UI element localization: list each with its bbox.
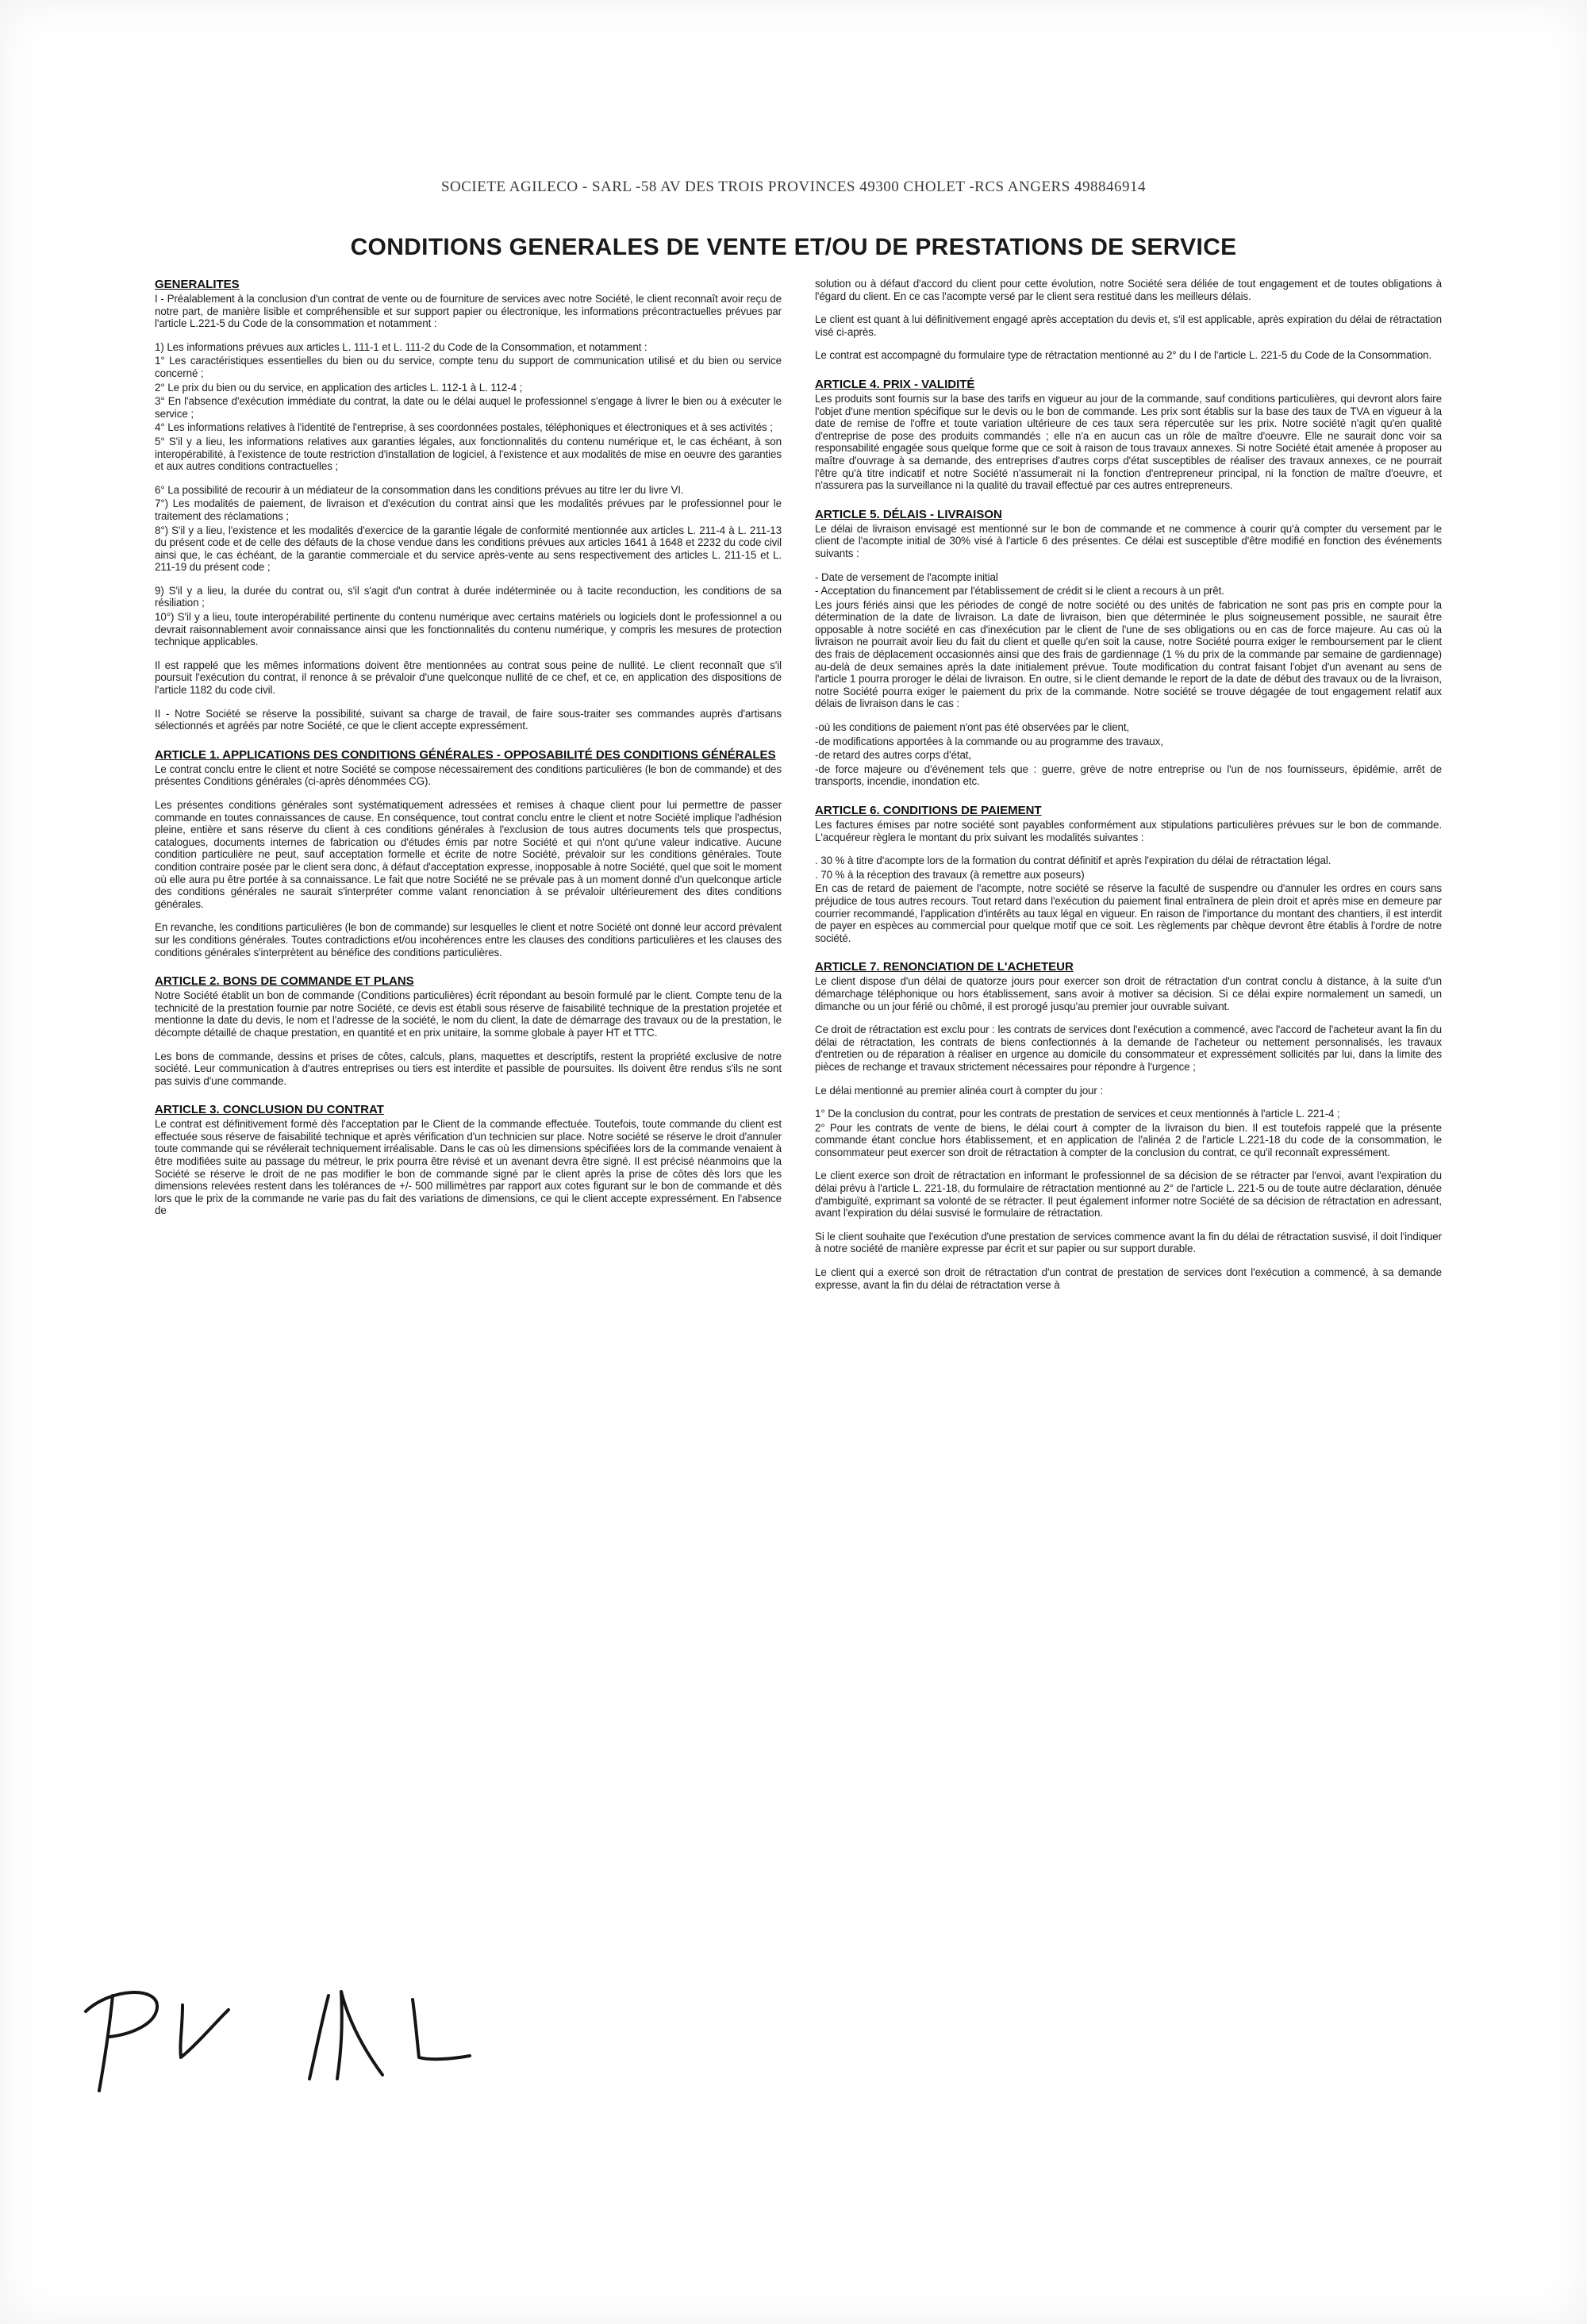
paragraph: Le délai de livraison envisagé est mentionné sur le bon de commande et ne commence à courir qu'à compter du versement par le client de l'acompte initial de 30% visé à l'article 6 des présentes. Ce délai est susceptible d'être modifié en fonction des événements suivants : xyxy=(815,522,1442,559)
text-columns xyxy=(155,278,1442,1928)
section-heading: GENERALITES xyxy=(155,278,240,291)
paragraph: 4° Les informations relatives à l'identité de l'entreprise, à ses coordonnées postales, téléphoniques et électroniques et à ses activités ; xyxy=(155,421,773,434)
paragraph: II - Notre Société se réserve la possibilité, suivant sa charge de travail, de faire sous-traiter ses commandes auprès d'artisans sélectionnés et agréés par notre Société, ce que le client accepte expressément. xyxy=(155,707,782,732)
paragraph: Il est rappelé que les mêmes informations doivent être mentionnées au contrat sous peine de nullité. Le client reconnaît que s'il poursuit l'exécution du contrat, il renonce à se prévaloir d'une quelconque nullité de ce chef, et ce, en application des dispositions de l'article 1182 du code civil. xyxy=(155,659,782,697)
paragraph: 2° Pour les contrats de vente de biens, le délai court à compter de la livraison du bien. Il est toutefois rappelé que la présente commande étant conclue hors établissement, et en application de l'alinéa 2 de l'article L.221-18 du code de la consommation, le consommateur peut exercer son droit de rétractation à compter de la conclusion du contrat, ce qu'il reconnaît expressément. xyxy=(815,1121,1442,1158)
paragraph: - Date de versement de l'acompte initial xyxy=(815,570,998,583)
paragraph: Le client est quant à lui définitivement engagé après acceptation du devis et, s'il est applicable, après expiration du délai de rétractation visé ci-après. xyxy=(815,313,1442,338)
section-heading: ARTICLE 1. APPLICATIONS DES CONDITIONS GÉNÉRALES - OPPOSABILITÉ DES CONDITIONS GÉNÉRALES xyxy=(155,747,776,762)
section-heading: ARTICLE 7. RENONCIATION DE L'ACHETEUR xyxy=(815,960,1074,974)
paragraph: Le contrat est accompagné du formulaire type de rétractation mentionné au 2° du I de l'article L. 221-5 du Code de la Consommation. xyxy=(815,349,1432,362)
section-article-4-prix-validite xyxy=(815,378,1442,492)
company-header: SOCIETE AGILECO - SARL -58 AV DES TROIS PROVINCES 49300 CHOLET -RCS ANGERS 498846914 xyxy=(440,179,1147,195)
paragraph: 1° De la conclusion du contrat, pour les contrats de prestation de services et ceux mentionnés à l'article L. 221-4 ; xyxy=(815,1108,1340,1120)
paragraph: . 70 % à la réception des travaux (à remettre aux poseurs) xyxy=(815,868,1085,881)
section-article-1-applications-des-conditions-ge xyxy=(155,748,782,958)
paragraph: Ce droit de rétractation est exclu pour : les contrats de services dont l'exécution a commencé, avec l'accord de l'acheteur avant la fin du délai de rétractation, les contrats de biens confectionnés à la demande de l'acheteur ou nettement personnalisés, les travaux d'entretien ou de réparation à réaliser en urgence au domicile du consommateur et expressément sollicités par lui, dans la limite des pièces de rechange et travaux strictement nécessaires pour répondre à l'urgence ; xyxy=(815,1024,1442,1073)
paragraph: 10°) S'il y a lieu, toute interopérabilité pertinente du contenu numérique avec certains matériels ou logiciels dont le professionnel a ou devrait raisonnablement avoir connaissance ainsi que les fonctionnalités du contenu numérique, y compris les mesures de protection technique applicables. xyxy=(155,611,782,648)
section-article-2-bons-de-commande-et-plans xyxy=(155,974,782,1087)
section-article-5-delais-livraison xyxy=(815,508,1442,788)
paragraph: -de retard des autres corps d'état, xyxy=(815,749,972,762)
document-title: CONDITIONS GENERALES DE VENTE ET/OU DE PRESTATIONS DE SERVICE xyxy=(350,234,1237,260)
paragraph: Notre Société établit un bon de commande (Conditions particulières) écrit répondant au besoin formulé par le client. Compte tenu de la technicité de la prestation fournie par notre Société, ce devis est établi sous réserve de faisabilité technique de la prestation projetée et mentionne la date du devis, le nom et l'adresse de la société, le nom du client, la date de démarrage des travaux ou de la prestation, le décompte détaillé de chaque prestation, en quantité et en prix unitaire, la somme globale à payer HT et TTC. xyxy=(155,989,782,1039)
section-continued xyxy=(815,278,1442,362)
paragraph: I - Préalablement à la conclusion d'un contrat de vente ou de fourniture de services avec notre Société, le client reconnaît avoir reçu de notre part, de manière lisible et compréhensible et sur support papier ou électronique, les informations précontractuelles prévues par l'article L.221-5 du Code de la consommation et notamment : xyxy=(155,293,782,330)
section-heading: ARTICLE 3. CONCLUSION DU CONTRAT xyxy=(155,1103,384,1117)
paragraph: -de force majeure ou d'événement tels que : guerre, grève de notre entreprise ou l'un de nos fournisseurs, épidémie, arrêt de transports, incendie, inondation etc. xyxy=(815,763,1442,788)
paragraph: Le délai mentionné au premier alinéa court à compter du jour : xyxy=(815,1084,1103,1097)
paragraph: 7°) Les modalités de paiement, de livraison et d'exécution du contrat ainsi que les modalités prévues par le professionnel pour le traitement des réclamations ; xyxy=(155,497,782,522)
paragraph: Les jours fériés ainsi que les périodes de congé de notre société ou des unités de fabrication ne sont pas pris en compte pour la détermination de la date de livraison. La date de livraison, bien que déterminée le plus soigneusement possible, ne saurait être opposable à notre société en cas d'inexécution par le client de l'une de ses obligations ou en cas de force majeure. Au cas où la livraison ne pourrait avoir lieu du fait du client et quelle qu'en soit la cause, notre Société pourra exiger le remboursement par le client des frais de déplacement occasionnés ainsi que des frais de gardiennage (1 % du prix de la commande par semaine de gardiennage) au-delà de deux semaines après la date initialement prévue. Toute modification du contrat faisant l'objet d'un avenant au sens de l'article 1 pourra proroger le délai de livraison. En outre, si le client demande le report de la date de début des travaux ou de la livraison, notre Société pourra exiger le paiement du prix de la commande. Notre société se trouve dégagée de tout engagement relatif aux délais de livraison dans le cas : xyxy=(815,598,1442,710)
paragraph: Les bons de commande, dessins et prises de côtes, calculs, plans, maquettes et descriptifs, restent la propriété exclusive de notre société. Leur communication à d'autres entreprises ou tiers est interdite et passible de poursuites. Ils doivent être rendus s'ils ne sont pas suivis d'une commande. xyxy=(155,1050,782,1087)
paragraph: En cas de retard de paiement de l'acompte, notre société se réserve la faculté de suspendre ou d'annuler les ordres en cours sans préjudice de tous autres recours. Tout retard dans l'exécution du paiement final entraînera de plein droit et après mise en demeure par courrier recommandé, l'application d'intérêts au taux légal en vigueur. En raison de l'importance du montant des chantiers, il est interdit de payer en espèces au commercial pour quelque motif que ce soit. Les règlements par chèque devront être établis à l'ordre de notre société. xyxy=(815,882,1442,944)
paragraph: 6° La possibilité de recourir à un médiateur de la consommation dans les conditions prévues au titre Ier du livre VI. xyxy=(155,483,684,496)
handwritten-initials xyxy=(63,1964,476,2107)
paragraph: 5° S'il y a lieu, les informations relatives aux garanties légales, aux fonctionnalités du contenu numérique et, le cas échéant, à son interopérabilité, à l'existence de toute restriction d'installation de logiciel, à l'existence et aux modalités de mise en oeuvre des garanties et aux autres conditions contractuelles ; xyxy=(155,435,782,473)
section-heading: ARTICLE 4. PRIX - VALIDITÉ xyxy=(815,377,975,391)
left-column xyxy=(155,278,782,1928)
paragraph: 1) Les informations prévues aux articles L. 111-1 et L. 111-2 du Code de la Consommation, et notamment : xyxy=(155,340,647,353)
paragraph: En revanche, les conditions particulières (le bon de commande) sur lesquelles le client et notre Société ont donné leur accord prévalent sur les conditions générales. Toutes contradictions et/ou incohérences entre les clauses des conditions particulières et les clauses des conditions générales s'interprètent au bénéfice des conditions particulières. xyxy=(155,921,782,958)
section-article-6-conditions-de-paiement xyxy=(815,804,1442,944)
paragraph: Le client qui a exercé son droit de rétractation d'un contrat de prestation de services dont l'exécution a commencé, à sa demande expresse, avant la fin du délai de rétractation verse à xyxy=(815,1266,1442,1291)
paragraph: Les factures émises par notre société sont payables conformément aux stipulations particulières prévues sur le bon de commande. L'acquéreur règlera le montant du prix suivant les modalités suivantes : xyxy=(815,819,1442,843)
paragraph: 9) S'il y a lieu, la durée du contrat ou, s'il s'agit d'un contrat à durée indéterminée ou à tacite reconduction, les conditions de sa résiliation ; xyxy=(155,584,782,609)
section-generalites xyxy=(155,278,782,732)
section-article-3-conclusion-du-contrat xyxy=(155,1103,782,1217)
paragraph: Les présentes conditions générales sont systématiquement adressées et remises à chaque client pour lui permettre de passer commande en toutes connaissances de cause. En conséquence, tout contrat conclu entre le client et notre Société implique l'adhésion pleine, entière et sans réserve du client à ces conditions générales à l'exclusion de tous autres documents tels que prospectus, catalogues, documents internes de fabrication ou d'études émis par notre Société et qui n'ont qu'une valeur indicative. Aucune condition particulière ne peut, sauf acceptation formelle et écrite de notre Société, prévaloir sur les conditions générales. Toute condition contraire posée par le client sera donc, à défaut d'acceptation expresse, inopposable à notre Société, quel que soit le moment où elle aura pu être portée à sa connaissance. Le fait que notre Société ne se prévale pas à un moment donné d'un quelconque article des conditions générales ne saurait s'interpréter comme valant renonciation à se prévaloir ultérieurement des dites conditions générales. xyxy=(155,799,782,910)
paragraph: 1° Les caractéristiques essentielles du bien ou du service, compte tenu du support de communication utilisé et du bien ou service concerné ; xyxy=(155,355,782,379)
paragraph: solution ou à défaut d'accord du client pour cette évolution, notre Société sera déliée de tout engagement et de toutes obligations à l'égard du client. En ce cas l'acompte versé par le client sera restitué dans les meilleurs délais. xyxy=(815,278,1442,302)
section-article-7-renonciation-de-l-acheteur xyxy=(815,960,1442,1291)
paragraph: Le contrat conclu entre le client et notre Société se compose nécessairement des conditions particulières (le bon de commande) et des présentes Conditions générales (ci-après dénommées CG). xyxy=(155,763,782,788)
paragraph: 3° En l'absence d'exécution immédiate du contrat, la date ou le délai auquel le professionnel s'engage à livrer le bien ou à exécuter le service ; xyxy=(155,395,782,420)
paragraph: . 30 % à titre d'acompte lors de la formation du contrat définitif et après l'expiration du délai de rétractation légal. xyxy=(815,855,1331,867)
paragraph: Le contrat est définitivement formé dès l'acceptation par le Client de la commande effectuée. Toutefois, toute commande du client est effectuée sous réserve de faisabilité technique et après vérification d'un technicien sur place. Notre société se réserve le droit d'annuler toute commande qui se révélerait techniquement irréalisable. Dans le cas où les dimensions spécifiées lors de la commande venaient à être modifiées suite au passage du métreur, le prix pourra être révisé et un avenant devra être signé. Il est précisé néanmoins que la Société se réserve le droit de ne pas modifier le bon de commande signé par le client après la prise de côtes dès lors que les dimensions relevées restent dans les tolérances de +/- 500 millimètres par rapport aux cotes figurant sur le bon de commande et dès lors que le prix de la commande ne varie pas du fait des variations de dimensions, ce qui le client accepte expressément. En l'absence de xyxy=(155,1118,782,1217)
paragraph: - Acceptation du financement par l'établissement de crédit si le client a recours à un prêt. xyxy=(815,585,1224,597)
paragraph: -de modifications apportées à la commande ou au programme des travaux, xyxy=(815,735,1163,747)
paragraph: Les produits sont fournis sur la base des tarifs en vigueur au jour de la commande, sauf conditions particulières, qui devront alors faire l'objet d'une mention spécifique sur le devis ou le bon de commande. Les prix sont établis sur la base des taux de TVA en vigueur à la date de remise de l'offre et toute variation ultérieure de ces taux sera répercutée sur les prix. Notre société n'agit qu'en qualité d'entreprise de pose des produits commandés ; elle n'a en aucun cas un rôle de maître d'oeuvre. Elle ne saurait donc voir sa responsabilité engagée sous quelque forme que ce soit à raison de tous travaux annexes. Si notre Société était amenée à proposer au maître d'ouvrage à sa demande, des entreprises d'autres corps d'état susceptibles de réaliser des travaux annexes, ce ne pourrait l'être qu'à titre indicatif et notre Société n'assumerait ni la fonction d'entrepreneur principal, ni la fonction de maître d'oeuvre, et n'assurera pas la surveillance ni la qualité du travail effectué par ces autres entrepreneurs. xyxy=(815,392,1442,492)
paragraph: 8°) S'il y a lieu, l'existence et les modalités d'exercice de la garantie légale de conformité mentionnée aux articles L. 211-4 à L. 211-13 du présent code et de celle des défauts de la chose vendue dans les conditions prévues aux articles 1641 à 1648 et 2232 du code civil ainsi que, le cas échéant, de la garantie commerciale et du service après-vente au sens respectivement des articles L. 211-15 et L. 211-19 du présent code ; xyxy=(155,524,782,574)
paragraph: -où les conditions de paiement n'ont pas été observées par le client, xyxy=(815,721,1130,734)
paragraph: Le client exerce son droit de rétractation en informant le professionnel de sa décision de se rétracter par l'envoi, avant l'expiration du délai prévu à l'article L. 221-18, du formulaire de rétractation mentionné au 2° de l'article L. 221-5 ou de toute autre déclaration, dénuée d'ambiguïté, exprimant sa volonté de se rétracter. Il peut également informer notre Société de sa décision de rétractation en adressant, avant l'expiration du délai susvisé le formulaire de rétractation. xyxy=(815,1170,1442,1220)
section-heading: ARTICLE 6. CONDITIONS DE PAIEMENT xyxy=(815,804,1042,817)
section-heading: ARTICLE 2. BONS DE COMMANDE ET PLANS xyxy=(155,974,414,989)
paragraph: 2° Le prix du bien ou du service, en application des articles L. 112-1 à L. 112-4 ; xyxy=(155,381,523,394)
section-heading: ARTICLE 5. DÉLAIS - LIVRAISON xyxy=(815,507,1002,521)
paragraph: Si le client souhaite que l'exécution d'une prestation de services commence avant la fin du délai de rétractation susvisé, il doit l'indiquer à notre société de manière expresse par écrit et sur papier ou sur support durable. xyxy=(815,1230,1442,1255)
right-column xyxy=(815,278,1442,1928)
paragraph: Le client dispose d'un délai de quatorze jours pour exercer son droit de rétractation d'un contrat conclu à distance, à la suite d'un démarchage téléphonique ou hors établissement, sans avoir à motiver sa décision. Si ce délai expire normalement un samedi, un dimanche ou un jour férié ou chômé, il est prorogé jusqu'au premier jour ouvrable suivant. xyxy=(815,975,1442,1012)
